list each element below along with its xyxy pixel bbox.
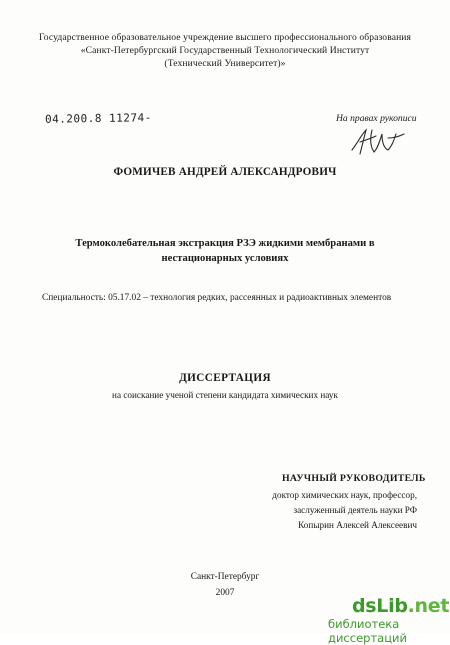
specialty: Специальность: 05.17.02 – технология редких, рассеянных и радиоактивных элементов bbox=[42, 293, 392, 303]
author-name: ФОМИЧЕВ АНДРЕЙ АЛЕКСАНДРОВИЧ bbox=[113, 166, 337, 178]
thesis-title-line-2: нестационарных условиях bbox=[161, 253, 289, 264]
supervisor-line-2: заслуженный деятель науки РФ bbox=[293, 505, 417, 515]
watermark-logo bbox=[352, 595, 449, 617]
supervisor-line-1: доктор химических наук, профессор, bbox=[272, 490, 417, 500]
city: Санкт-Петербург bbox=[190, 572, 260, 582]
watermark-logo-tld: .net bbox=[407, 595, 450, 617]
institution-line-2: «Санкт-Петербургский Государственный Технологический Институт bbox=[80, 45, 370, 56]
degree-line: на соискание ученой степени кандидата химических наук bbox=[112, 390, 338, 400]
rights-note: На правах рукописи bbox=[336, 113, 417, 124]
institution-line-1: Государственное образовательное учреждение высшего профессионального образования bbox=[38, 32, 412, 43]
stamp-number: 04.200.8 11274- bbox=[44, 111, 152, 126]
watermark-subtitle: библиотека диссертаций bbox=[328, 617, 407, 645]
institution-line-3: (Технический Университет)» bbox=[164, 58, 286, 69]
document-type: ДИССЕРТАЦИЯ bbox=[179, 372, 271, 384]
thesis-title-line-1: Термоколебательная экстракция РЗЭ жидкими мембранами в bbox=[75, 238, 375, 249]
watermark-logo-main: dsLib bbox=[352, 595, 408, 617]
signature-icon bbox=[348, 124, 406, 158]
supervisor-heading: НАУЧНЫЙ РУКОВОДИТЕЛЬ bbox=[282, 473, 426, 484]
year: 2007 bbox=[215, 588, 235, 598]
supervisor-name: Копырин Алексей Алексеевич bbox=[298, 520, 417, 530]
